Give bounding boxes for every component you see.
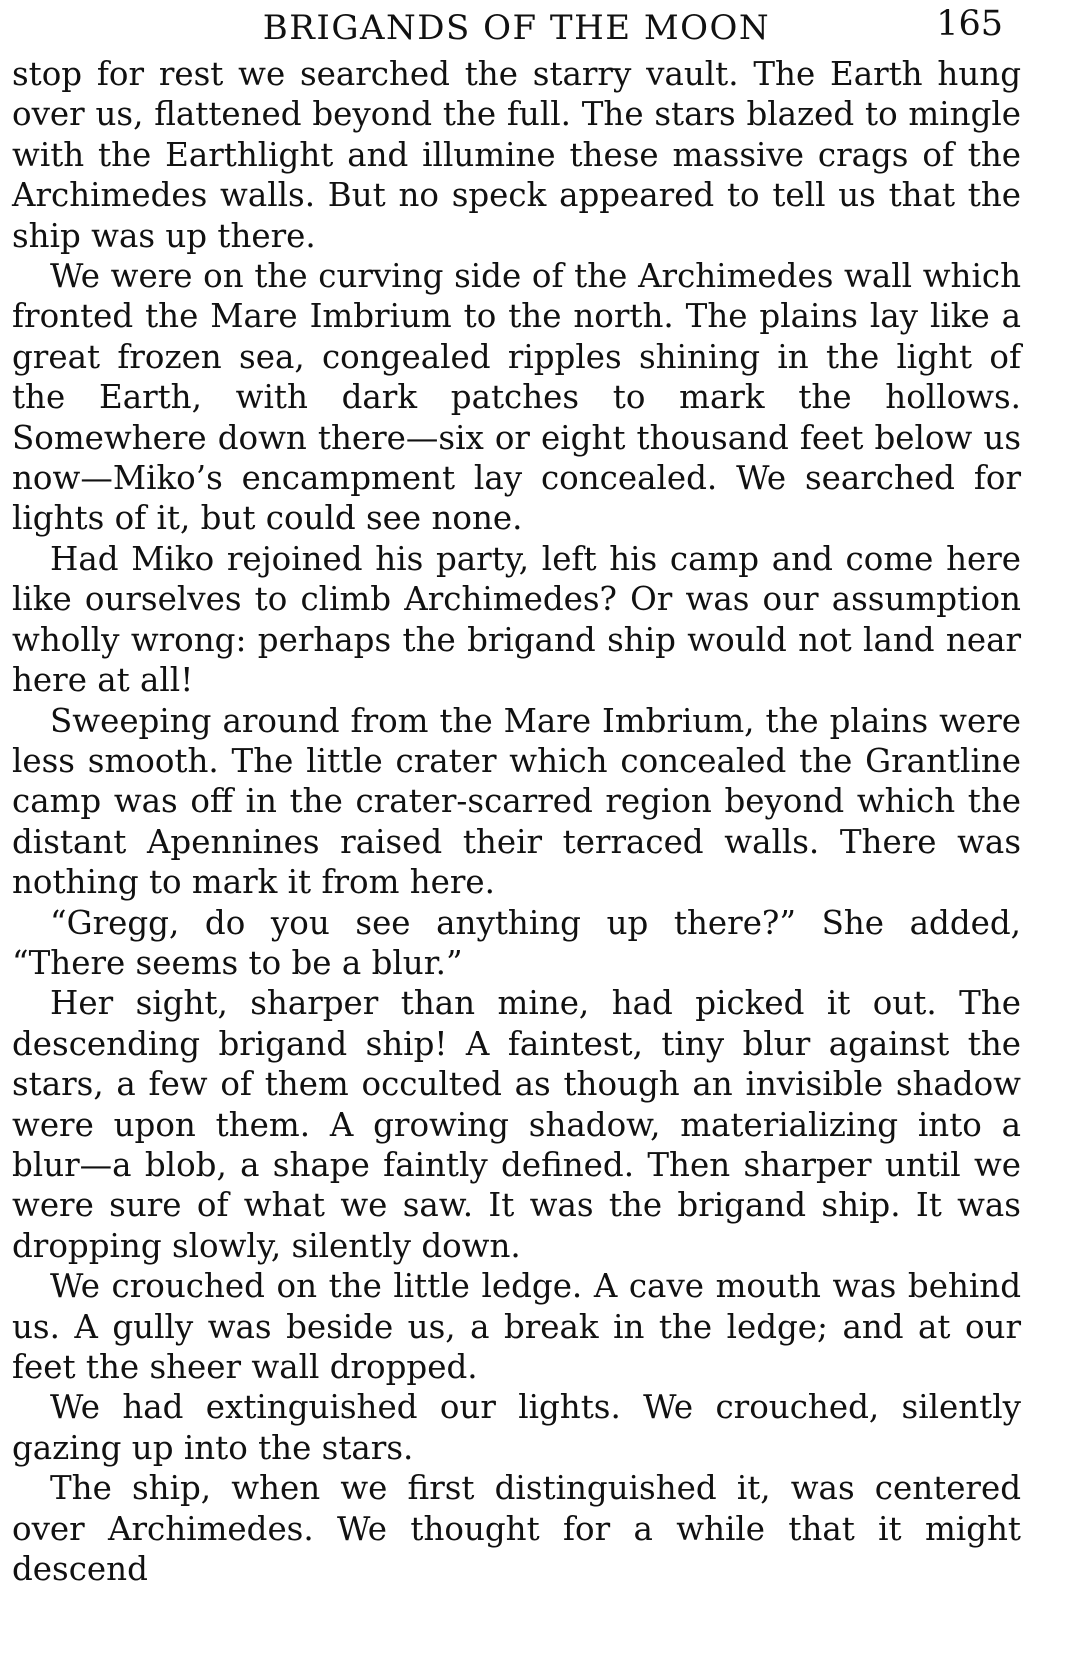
paragraph-3: Had Miko rejoined his party, left his camp and come here like ourselves to climb Archimedes? Or was our assumption wholly wrong: perhaps the brigand ship would not land near here at all! [12,539,1021,700]
paragraph-1: stop for rest we searched the starry vault. The Earth hung over us, flattened beyond the full. The stars blazed to mingle with the Earthlight and illumine these massive crags of the Archimedes walls. But no speck appeared to tell us that the ship was up there. [12,55,1021,255]
paragraph-5: “Gregg, do you see anything up there?” She added, “There seems to be a blur.” [12,903,1021,982]
page-number: 165 [936,4,1003,44]
paragraph-7: We crouched on the little ledge. A cave mouth was behind us. A gully was beside us, a break in the ledge; and at our feet the sheer wall dropped. [12,1267,1021,1386]
running-head [12,0,1021,54]
body-text [12,54,1021,1589]
paragraph-4: Sweeping around from the Mare Imbrium, the plains were less smooth. The little crater which concealed the Grantline camp was off in the crater-scarred region beyond which the distant Apennines raised their terraced walls. There was nothing to mark it from here. [12,701,1021,902]
paragraph-8: We had extinguished our lights. We crouched, silently gazing up into the stars. [12,1388,1021,1467]
paragraph-2: We were on the curving side of the Archimedes wall which fronted the Mare Imbrium to the north. The plains lay like a great frozen sea, congealed ripples shining in the light of the Earth, with dark patches to mark the hollows. Somewhere down there—six or eight thousand feet below us now—Miko’s encampment lay concealed. We searched for lights of it, but could see none. [12,257,1021,538]
paragraph-9: The ship, when we first distinguished it, was centered over Archimedes. We thought for a while that it might descend [12,1469,1021,1589]
paragraph-6: Her sight, sharper than mine, had picked it out. The descending brigand ship! A faintest, tiny blur against the stars, a few of them occulted as though an invisible shadow were upon them. A growing shadow, materializing into a blur—a blob, a shape faintly defined. Then sharper until we were sure of what we saw. It was the brigand ship. It was dropping slowly, silently down. [12,984,1021,1265]
running-title: BRIGANDS OF THE MOON [262,8,771,48]
